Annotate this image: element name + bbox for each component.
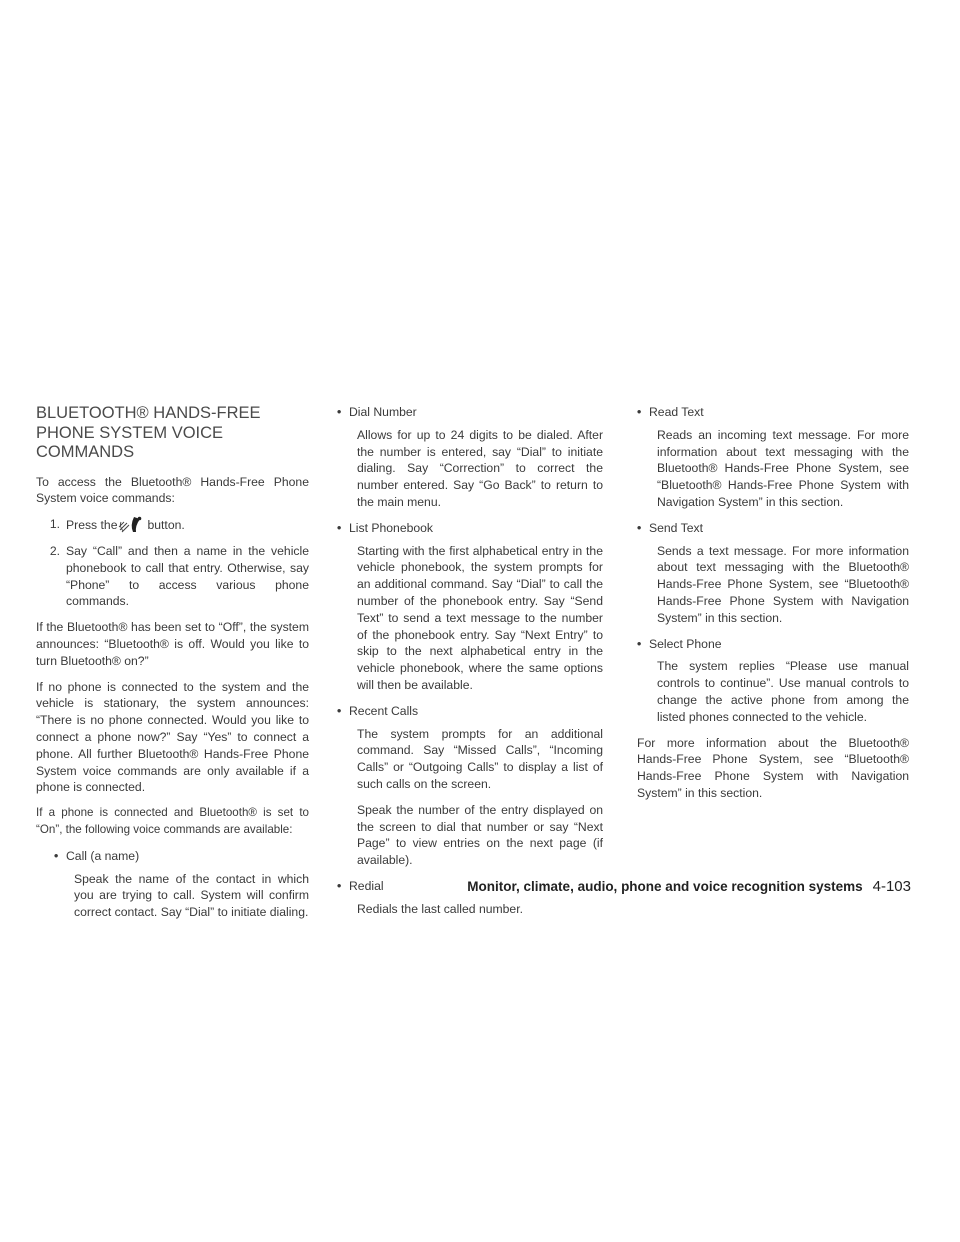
step-text-before: Press the <box>66 517 118 532</box>
command-send-text <box>637 520 909 627</box>
section-heading: BLUETOOTH® HANDS-FREE PHONE SYSTEM VOICE COMMANDS <box>36 404 261 461</box>
bullet-icon: • <box>337 520 342 535</box>
command-title: Send Text <box>649 520 703 535</box>
bullet-icon: • <box>54 848 59 863</box>
command-select-phone <box>637 636 909 726</box>
command-description: Sends a text message. For more information about text messaging with the Bluetooth® Hands-Free Phone System, see “Bluetooth® Hands-Free Phone System with Navigation System” in this section. <box>657 543 909 625</box>
bullet-icon: • <box>337 878 342 893</box>
bullet-icon: • <box>337 703 342 718</box>
column-2 <box>337 404 603 927</box>
no-phone-paragraph: If no phone is connected to the system and the vehicle is stationary, the system announces: “There is no phone connected. Would you like to connect a phone now?” Say “Yes” to connect a phone. All further Bluetooth® Hands-Free Phone System voice commands are only available if a phone is connected. <box>36 679 309 795</box>
step-text: Say “Call” and then a name in the vehicle phonebook to call that entry. Otherwise, say “Phone” to access various phone commands. <box>66 544 309 609</box>
command-dial-number <box>337 404 603 511</box>
step-2 <box>36 543 309 610</box>
bullet-icon: • <box>637 636 642 651</box>
footer-section-title: Monitor, climate, audio, phone and voice recognition systems <box>467 879 863 894</box>
bullet-icon: • <box>637 405 642 419</box>
step-text-after: button. <box>147 517 185 532</box>
page-number: 4-103 <box>872 878 911 895</box>
command-title: List Phonebook <box>349 520 434 535</box>
column-3 <box>637 404 909 811</box>
command-title: Select Phone <box>649 636 722 651</box>
intro-text: To access the Bluetooth® Hands-Free Phone System voice commands: <box>36 474 309 506</box>
command-description: The system prompts for an additional command. Say “Missed Calls”, “Incoming Calls” or “Outgoing Calls” to display a list of such calls on the screen. <box>357 726 603 791</box>
command-description: Allows for up to 24 digits to be dialed. After the number is entered, say “Dial” to initiate dialing. Say “Correction” to correct the number entered. Say “Go Back” to return to the main menu. <box>357 427 603 509</box>
step-number: 1. <box>49 517 60 532</box>
command-title: Recent Calls <box>349 703 419 718</box>
step-1 <box>36 516 309 534</box>
bluetooth-off-paragraph: If the Bluetooth® has been set to “Off”, the system announces: “Bluetooth® is off. Would you like to turn Bluetooth® on?” <box>36 620 309 668</box>
command-description: Speak the number of the entry displayed on the screen to dial that number or say “Next Page” to view entries on the next page (if available). <box>357 802 603 868</box>
command-description: Speak the name of the contact in which you are trying to call. System will confirm correct contact. Say “Dial” to initiate dialing. <box>74 871 309 920</box>
command-title: Dial Number <box>349 405 417 419</box>
command-list-phonebook <box>337 520 603 694</box>
commands-available-paragraph: If a phone is connected and Bluetooth® is set to “On”, the following voice commands are available: <box>36 806 309 837</box>
command-description: Reads an incoming text message. For more information about text messaging with the Bluetooth® Hands-Free Phone System, see “Bluetooth® Hands-Free Phone System with Navigation System” in this section. <box>657 427 909 509</box>
command-title: Redial <box>349 878 384 893</box>
bullet-icon: • <box>337 405 342 419</box>
command-description: Redials the last called number. <box>357 901 523 916</box>
command-read-text <box>637 404 909 511</box>
command-title: Read Text <box>649 405 704 419</box>
command-title: Call (a name) <box>66 848 140 863</box>
command-description: The system replies “Please use manual controls to continue”. Use manual controls to change the active phone from among the listed phones connected to the vehicle. <box>657 659 909 724</box>
closing-paragraph: For more information about the Bluetooth® Hands-Free Phone System, see “Bluetooth® Hands-Free Phone System with Navigation System” in this section. <box>637 735 909 800</box>
column-1 <box>36 404 309 930</box>
phone-voice-icon <box>118 516 144 534</box>
page-footer <box>0 878 911 895</box>
command-recent-calls <box>337 703 603 869</box>
bullet-icon: • <box>637 520 642 535</box>
step-number: 2. <box>49 544 60 559</box>
command-description: Starting with the first alphabetical entry in the vehicle phonebook, the system prompts for an additional command. Say “Dial” to call the number of the phonebook entry. Say “Send Text” to send a text message to the number of the phonebook entry. Say “Next Entry” to skip to the next alphabetical entry in the vehicle phonebook, where the same options will then be available. <box>357 543 603 692</box>
